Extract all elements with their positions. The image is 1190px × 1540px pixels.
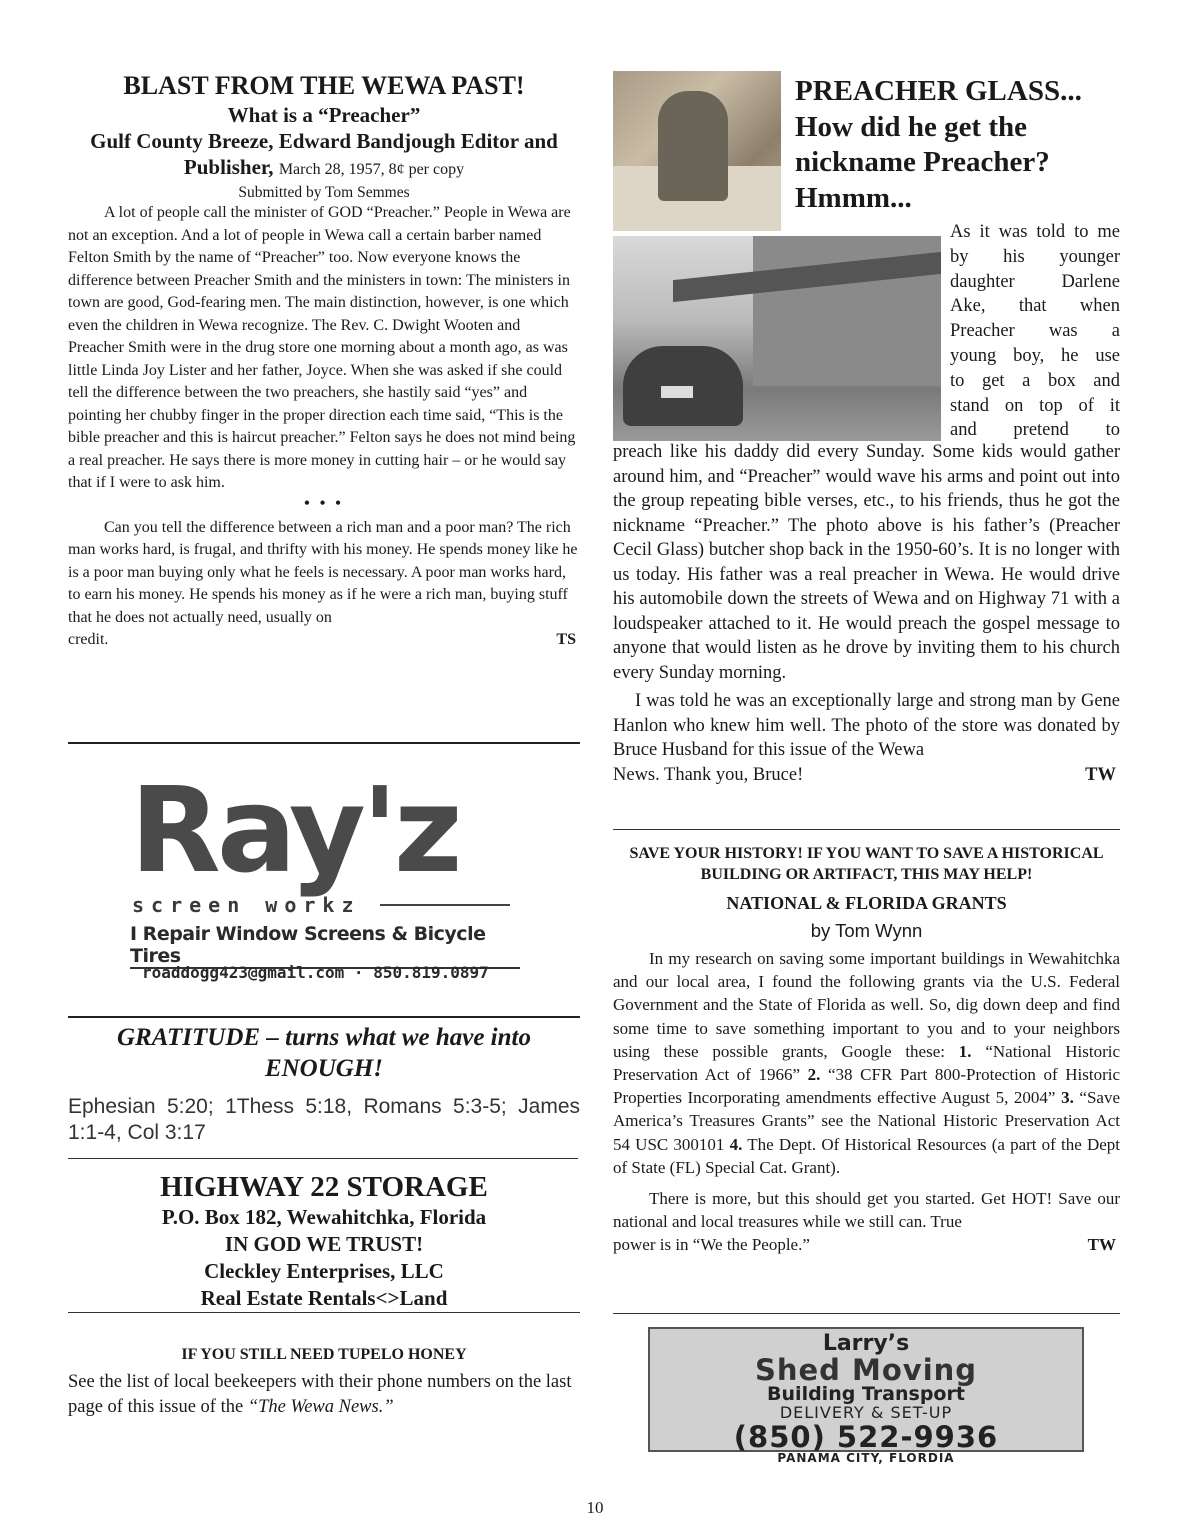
rayz-services: I Repair Window Screens & Bicycle Tires bbox=[130, 923, 520, 969]
honey-body-text: See the list of local beekeepers with their phone numbers on the last page of this issue of the bbox=[68, 1372, 572, 1417]
article-signoff bbox=[68, 629, 580, 652]
section-separator: • • • bbox=[304, 494, 344, 512]
ad-business-name: Shed Moving bbox=[754, 1353, 978, 1387]
closing-line: News. Thank you, Bruce! bbox=[613, 764, 804, 785]
person-figure bbox=[658, 91, 728, 201]
article-signoff bbox=[613, 763, 1120, 788]
blast-from-past-article bbox=[68, 70, 580, 652]
preacher-portrait-photo bbox=[613, 71, 781, 231]
storage-address: P.O. Box 182, Wewahitchka, Florida bbox=[161, 1205, 487, 1229]
divider bbox=[68, 742, 580, 744]
preacher-article-title: PREACHER GLASS... How did he get the nickname Preacher? Hmmm... bbox=[795, 75, 1082, 214]
license-plate-shape bbox=[661, 386, 693, 398]
grant-item: “National Historic Preservation Act of 1966” bbox=[613, 1041, 1120, 1085]
grant-number: 4. bbox=[724, 1134, 743, 1154]
ad-service-detail: DELIVERY & SET-UP bbox=[779, 1403, 953, 1422]
article-paragraph: There is more, but this should get you started. Get HOT! Save our national and local treasures while we still can. True bbox=[613, 1189, 1120, 1232]
ad-phone: (850) 522-9936 bbox=[733, 1420, 999, 1454]
author-initials: TW bbox=[1087, 1235, 1116, 1255]
submitted-by: Submitted by Tom Semmes bbox=[238, 184, 410, 201]
grant-number: 1. bbox=[944, 1041, 972, 1061]
ad-service: Building Transport bbox=[767, 1383, 965, 1405]
rayz-logo: Ray'z bbox=[130, 761, 459, 899]
ad-owner: Larry’s bbox=[822, 1331, 910, 1356]
side-text-line: Preacher was a bbox=[950, 321, 1120, 342]
storage-services: Real Estate Rentals<>Land bbox=[200, 1286, 448, 1310]
scripture-references: Ephesian 5:20; 1Thess 5:18, Romans 5:3-5; James 1:1-4, Col 3:17 bbox=[68, 1095, 580, 1144]
article-title: BLAST FROM THE WEWA PAST! bbox=[123, 71, 525, 100]
tupelo-honey-notice bbox=[68, 1344, 580, 1420]
page-number: 10 bbox=[586, 1498, 604, 1517]
side-text-line: by his younger bbox=[950, 246, 1120, 267]
byline: by Tom Wynn bbox=[810, 920, 923, 941]
divider bbox=[380, 904, 510, 906]
article-source bbox=[68, 128, 580, 183]
rayz-advertisement bbox=[130, 761, 520, 990]
preacher-side-text bbox=[950, 220, 1120, 443]
divider bbox=[68, 1158, 578, 1159]
grants-subtitle: NATIONAL & FLORIDA GRANTS bbox=[726, 893, 1007, 913]
divider bbox=[68, 1016, 580, 1018]
divider bbox=[68, 1312, 580, 1313]
gratitude-title: GRATITUDE – turns what we have into ENOUGH! bbox=[117, 1024, 531, 1082]
divider bbox=[613, 1313, 1120, 1314]
article-paragraph: A lot of people call the minister of GOD “Preacher.” People in Wewa are not an exception. And a lot of people in Wewa call a certain barber named Felton Smith by the name of “Preacher” too. Now everyone knows the difference between Preacher Smith and the ministers in town: The ministers in town are good, God-fearing men. The main distinction, however, is one which even the children in Wewa recognize. The Rev. C. Dwight Wooten and Preacher Smith were in the drug store one morning about a month ago, as was little Linda Joy Lister and her father, Joyce. When she was asked if she could tell the difference between the two preachers, she hastily said “yes” and pointing her chubby finger in the proper direction each time said, “This is the bible preacher and this is haircut preacher.” Felton says he does not mind being a real preacher. He says there is more money in cutting hair – or he would say that if I were to ask him. bbox=[68, 204, 576, 491]
side-text-line: daughter Darlene bbox=[950, 271, 1120, 292]
storage-motto: IN GOD WE TRUST! bbox=[224, 1232, 424, 1256]
article-paragraph bbox=[613, 947, 1120, 1179]
larry-shed-moving-ad bbox=[648, 1327, 1084, 1465]
save-history-article bbox=[613, 843, 1120, 1256]
grant-item: “38 CFR Part 800-Protection of Historic Properties Incorporating amendments effective August 5, 2004” bbox=[613, 1065, 1121, 1108]
source-date: March 28, 1957, 8¢ per copy bbox=[278, 161, 465, 178]
side-text-line: Ake, that when bbox=[950, 296, 1120, 317]
divider bbox=[613, 829, 1120, 830]
side-text-line: As it was told to me bbox=[950, 222, 1120, 242]
side-text-line: young boy, he use bbox=[950, 345, 1120, 366]
preacher-article-body bbox=[613, 440, 1120, 787]
closing-line: power is in “We the People.” bbox=[613, 1235, 810, 1255]
butcher-shop-photo bbox=[613, 236, 941, 441]
grant-number: 3. bbox=[1055, 1088, 1074, 1108]
grant-item: The Dept. Of Historical Resources (a part of the Dept of State (FL) Special Cat. Grant). bbox=[613, 1134, 1121, 1177]
honey-body bbox=[68, 1370, 580, 1420]
side-text-line: stand on top of it bbox=[950, 395, 1120, 416]
side-text-line: and pretend to bbox=[950, 420, 1120, 441]
rayz-tagline: screen workz bbox=[132, 893, 361, 917]
closing-word: credit. bbox=[68, 631, 109, 648]
highway22-storage-ad bbox=[68, 1170, 580, 1312]
gratitude-section bbox=[68, 1022, 580, 1146]
storage-company: Cleckley Enterprises, LLC bbox=[204, 1259, 444, 1283]
newsletter-name: “The Wewa News.” bbox=[247, 1397, 394, 1417]
ad-city: PANAMA CITY, FLORDIA bbox=[777, 1451, 955, 1465]
rayz-contact: roaddogg423@gmail.com · 850.819.0897 bbox=[142, 963, 489, 982]
author-initials: TS bbox=[556, 631, 576, 648]
grant-number: 2. bbox=[800, 1065, 821, 1085]
save-history-title: SAVE YOUR HISTORY! IF YOU WANT TO SAVE A HISTORICAL BUILDING OR ARTIFACT, THIS MAY HELP! bbox=[629, 845, 1104, 883]
article-paragraph: preach like his daddy did every Sunday. Some kids would gather around him, and “Preacher” would wave his arms and point out into the group repeating bible verses, etc., to his friends, thus he got the nickname “Preacher.” The photo above is his father’s (Preacher Cecil Glass) butcher shop back in the 1950-60’s. It is no longer with us today. His father was a real preacher in Wewa. He would drive his automobile down the streets of Wewa and on Highway 71 with a loudspeaker attached to it. He would preach the gospel message to anyone that would listen as he drove by inviting them to his church every Sunday morning. bbox=[613, 442, 1120, 683]
article-subtitle: What is a “Preacher” bbox=[227, 103, 421, 127]
article-signoff bbox=[613, 1233, 1120, 1256]
author-initials: TW bbox=[1085, 764, 1116, 785]
grant-item: “Save America’s Treasures Grants” see the National Historic Preservation Act 54 USC 300101 bbox=[613, 1088, 1121, 1154]
paragraph-intro: In my research on saving some important buildings in Wewahitchka and our local area, I found the following grants via the U.S. Federal Government and the State of Florida as well. So, dig down deep and find some time to save something important to you and to your neighbors using these possible grants, Google these: bbox=[613, 949, 1120, 1061]
side-text-line: to get a box and bbox=[950, 370, 1120, 391]
article-paragraph: I was told he was an exceptionally large and strong man by Gene Hanlon who knew him well. The photo of the store was donated by Bruce Husband for this issue of the Wewa bbox=[613, 691, 1120, 760]
honey-title: IF YOU STILL NEED TUPELO HONEY bbox=[181, 1346, 467, 1363]
article-paragraph: Can you tell the difference between a rich man and a poor man? The rich man works hard, is frugal, and thrifty with his money. He spends money like he is a poor man buying only what he feels is necessary. A poor man works hard, to earn his money. He spends his money as if he were a rich man, buying stuff that he does not actually need, usually on bbox=[68, 518, 578, 626]
storage-title: HIGHWAY 22 STORAGE bbox=[160, 1171, 488, 1203]
source-publication: Gulf County Breeze, Edward Bandjough Editor and Publisher, bbox=[90, 129, 558, 179]
